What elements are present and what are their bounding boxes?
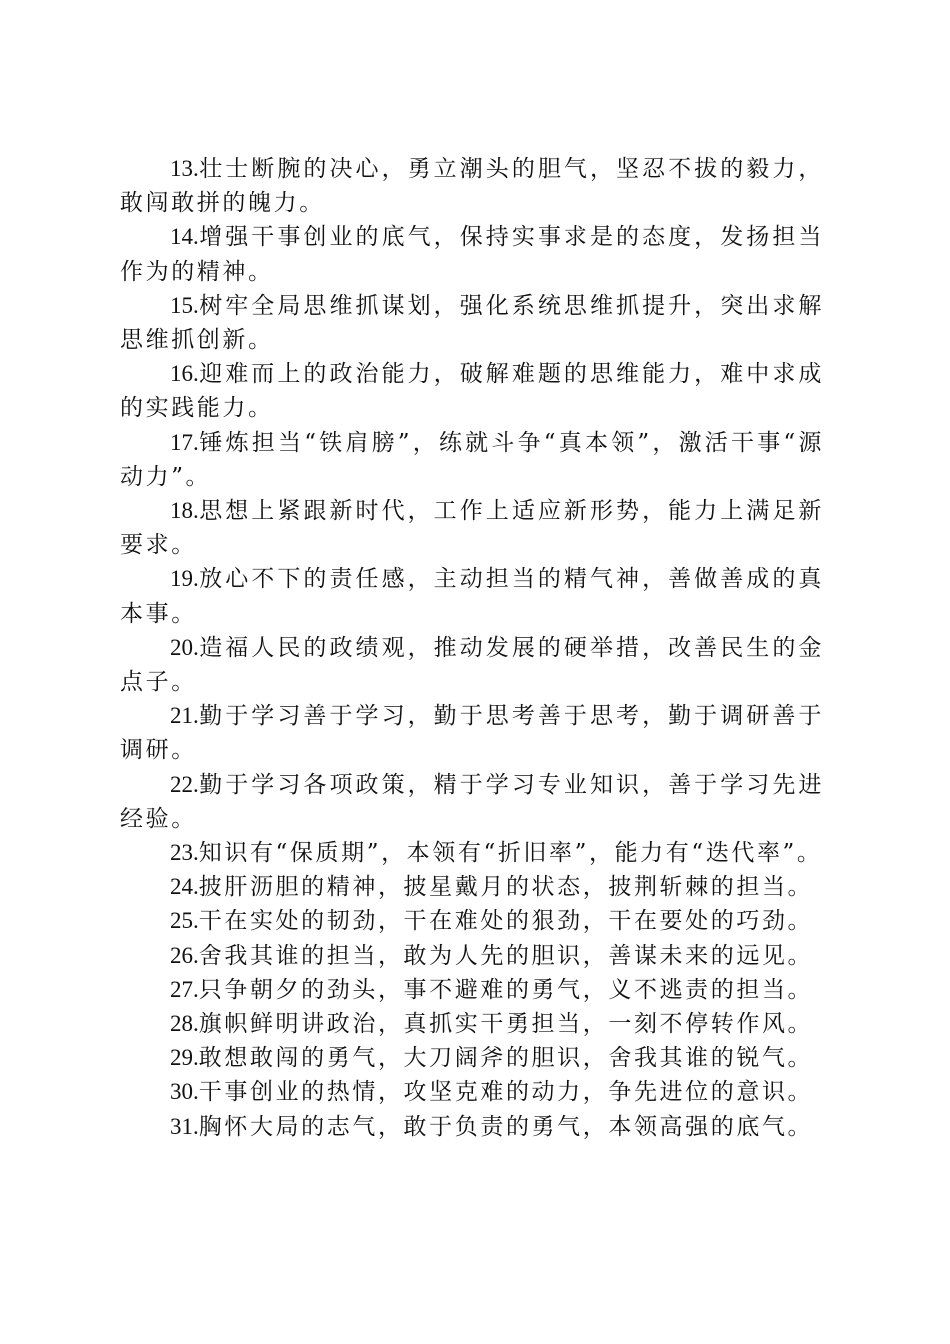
list-item	[120, 1041, 824, 1075]
item-number: 31.	[170, 1113, 199, 1139]
item-text: 迎难而上的政治能力，破解难题的思维能力，难中求成的实践能力。	[120, 361, 824, 422]
item-number: 17.	[170, 429, 199, 455]
list-item	[120, 870, 824, 904]
item-number: 13.	[170, 156, 199, 181]
item-number: 20.	[170, 634, 199, 660]
list-item	[120, 562, 824, 630]
list-item	[120, 220, 824, 288]
item-text: 放心不下的责任感，主动担当的精气神，善做善成的真本事。	[120, 566, 824, 627]
list-item	[120, 1110, 824, 1144]
list-item	[120, 904, 824, 938]
item-number: 26.	[170, 942, 199, 968]
list-item	[120, 357, 824, 425]
list-item	[120, 836, 824, 870]
list-item	[120, 973, 824, 1007]
item-number: 27.	[170, 976, 199, 1002]
item-number: 28.	[170, 1011, 199, 1037]
item-text: 旗帜鲜明讲政治，真抓实干勇担当，一刻不停转作风。	[198, 1011, 814, 1038]
item-number: 15.	[170, 292, 199, 318]
list-item	[120, 768, 824, 836]
item-number: 23.	[170, 840, 199, 866]
list-item	[120, 699, 824, 767]
item-number: 24.	[170, 874, 199, 900]
item-text: 造福人民的政绩观，推动发展的硬举措，改善民生的金点子。	[120, 634, 824, 696]
list-item	[120, 426, 824, 494]
item-text: 知识有“保质期”，本领有“折旧率”，能力有“迭代率”。	[198, 840, 823, 867]
list-item	[120, 939, 824, 973]
list-item	[120, 1075, 824, 1109]
item-text: 舍我其谁的担当，敢为人先的胆识，善谋未来的远见。	[198, 942, 814, 969]
list-item	[120, 631, 824, 699]
document-page	[120, 152, 824, 1144]
item-text: 胸怀大局的志气，敢于负责的勇气，本领高强的底气。	[198, 1113, 814, 1140]
item-text: 敢想敢闯的勇气，大刀阔斧的胆识，舍我其谁的锐气。	[198, 1045, 814, 1072]
item-text: 锤炼担当“铁肩膀”，练就斗争“真本领”，激活干事“源动力”。	[120, 429, 824, 490]
item-text: 只争朝夕的劲头，事不避难的勇气，义不逃责的担当。	[198, 976, 814, 1003]
list-item	[120, 152, 824, 220]
item-text: 增强干事创业的底气，保持实事求是的态度，发扬担当作为的精神。	[120, 224, 824, 285]
item-number: 18.	[170, 498, 199, 524]
item-text: 思想上紧跟新时代，工作上适应新形势，能力上满足新要求。	[120, 498, 824, 559]
item-text: 干在实处的韧劲，干在难处的狠劲，干在要处的巧劲。	[198, 908, 814, 935]
item-text: 披肝沥胆的精神，披星戴月的状态，披荆斩棘的担当。	[198, 874, 814, 901]
list-item	[120, 289, 824, 357]
item-text: 勤于学习各项政策，精于学习专业知识，善于学习先进经验。	[120, 771, 824, 832]
list-item	[120, 494, 824, 562]
item-number: 22.	[170, 771, 199, 797]
item-text: 树牢全局思维抓谋划，强化系统思维抓提升，突出求解思维抓创新。	[120, 292, 824, 354]
item-number: 16.	[170, 361, 199, 387]
item-text: 干事创业的热情，攻坚克难的动力，争先进位的意识。	[198, 1079, 814, 1106]
item-text: 勤于学习善于学习，勤于思考善于思考，勤于调研善于调研。	[120, 703, 824, 764]
item-text: 壮士断腕的决心，勇立潮头的胆气，坚忍不拔的毅力，敢闯敢拼的魄力。	[120, 156, 824, 217]
list-item	[120, 1007, 824, 1041]
item-number: 21.	[170, 703, 199, 729]
item-number: 25.	[170, 908, 199, 934]
item-number: 19.	[170, 566, 199, 592]
item-number: 30.	[170, 1079, 199, 1105]
item-number: 29.	[170, 1045, 199, 1071]
item-number: 14.	[170, 224, 199, 250]
